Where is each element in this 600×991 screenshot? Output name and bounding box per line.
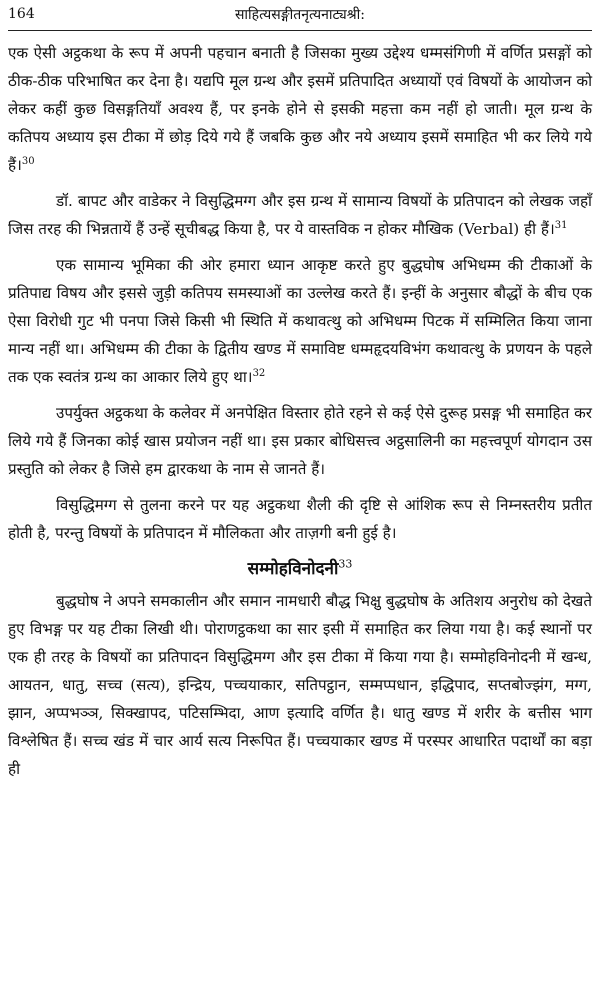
paragraph-1 <box>8 39 592 179</box>
section-heading-text: सम्मोहविनोदनी <box>247 559 339 579</box>
section-paragraph <box>8 587 592 783</box>
running-head <box>8 4 592 31</box>
paragraph-3 <box>8 251 592 391</box>
paragraph-text: बुद्धघोष ने अपने समकालीन और समान नामधारी बौद्ध भिक्षु बुद्धघोष के अतिशय अनुरोध को देखते हुए विभङ्ग पर यह टीका लिखी थी। पोराणट्ठकथा का सार इसी में समाहित कर लिया गया है। कई स्थानों पर एक ही तरह के विषयों का प्रतिपादन विसुद्धिमग्ग और इस टीका में किया गया है। सम्मोहविनोदनी में खन्ध, आयतन, धातु, सच्च (सत्य), इन्द्रिय, पच्चयाकार, सतिपट्ठान, सम्मप्पधान, इद्धिपाद, सप्तबोज्झंग, मग्ग, झान, अप्पभञ्ञ, सिक्खापद, पटिसम्भिदा, आण इत्यादि वर्णित है। धातु खण्ड में शरीर के बत्तीस भाग विश्लेषित हैं। सच्च खंड में चार आर्य सत्य निरूपित हैं। पच्चयाकार खण्ड में परस्पर आधारित पदार्थों का बड़ा ही <box>8 592 592 778</box>
footnote-ref: 30 <box>21 155 35 167</box>
paragraph-5 <box>8 491 592 547</box>
paragraph-2 <box>8 187 592 243</box>
paragraph-text: एक ऐसी अट्ठकथा के रूप में अपनी पहचान बनाती है जिसका मुख्य उद्देश्य धम्मसंगिणी में वर्णित प्रसङ्गों को ठीक-ठीक परिभाषित कर देना है। यद्यपि मूल ग्रन्थ और इसमें प्रतिपादित अध्यायों एवं विषयों के आयोजन को लेकर कहीं कुछ विसङ्गतियाँ अवश्य हैं, पर इनके होने से इसकी महत्ता कम नहीं हो जाती। मूल ग्रन्थ के कतिपय अध्याय इस टीका में छोड़ दिये गये हैं जबकि कुछ और नये अध्याय इसमें समाहित भी कर लिये गये हैं। <box>8 44 592 174</box>
paragraph-text: एक सामान्य भूमिका की ओर हमारा ध्यान आकृष्ट करते हुए बुद्धघोष अभिधम्म की टीकाओं के प्रतिपाद्य विषय और इससे जुड़ी कतिपय समस्याओं का उल्लेख करते हैं। इन्हीं के अनुसार बौद्धों के बीच एक ऐसा विरोधी गुट भी पनपा जिसे किसी भी स्थिति में कथावत्थु को अभिधम्म पिटक में सम्मिलित किया जाना मान्य नहीं था। अभिधम्म की टीका के द्वितीय खण्ड में समाविष्ट धम्महृदयविभंग कथावत्थु के प्रणयन के पहले तक एक स्वतंत्र ग्रन्थ का आकार लिये हुए था। <box>8 256 592 386</box>
paragraph-4 <box>8 399 592 483</box>
page-number: 164 <box>8 6 35 22</box>
paragraph-text: डॉ. बापट और वाडेकर ने विसुद्धिमग्ग और इस ग्रन्थ में सामान्य विषयों के प्रतिपादन को लेखक जहाँ जिस तरह की भिन्नतायें हैं उन्हें सूचीबद्ध किया है, पर ये वास्तविक न होकर मौखिक (Verbal) ही हैं। <box>8 192 592 238</box>
section-heading <box>8 555 592 583</box>
footnote-ref: 31 <box>554 219 568 231</box>
book-title: साहित्यसङ्गीतनृत्यनाट्यश्री: <box>234 7 366 23</box>
paragraph-text: विसुद्धिमग्ग से तुलना करने पर यह अट्ठकथा शैली की दृष्टि से आंशिक रूप से निम्नस्तरीय प्रतीत होती है, परन्तु विषयों के प्रतिपादन में मौलिकता और ताज़गी बनी हुई है। <box>8 496 592 542</box>
body-text <box>8 39 592 783</box>
paragraph-text: उपर्युक्त अट्ठकथा के कलेवर में अनपेक्षित विस्तार होते रहने से कई ऐसे दुरूह प्रसङ्ग भी समाहित कर लिये गये हैं जिनका कोई खास प्रयोजन नहीं था। इस प्रकार बोधिसत्त्व अट्ठसालिनी का महत्त्वपूर्ण योगदान उस प्रस्तुति को लेकर है जिसे हम द्वारकथा के नाम से जानते हैं। <box>8 404 592 478</box>
footnote-ref: 32 <box>252 367 266 379</box>
footnote-ref: 33 <box>338 557 353 571</box>
